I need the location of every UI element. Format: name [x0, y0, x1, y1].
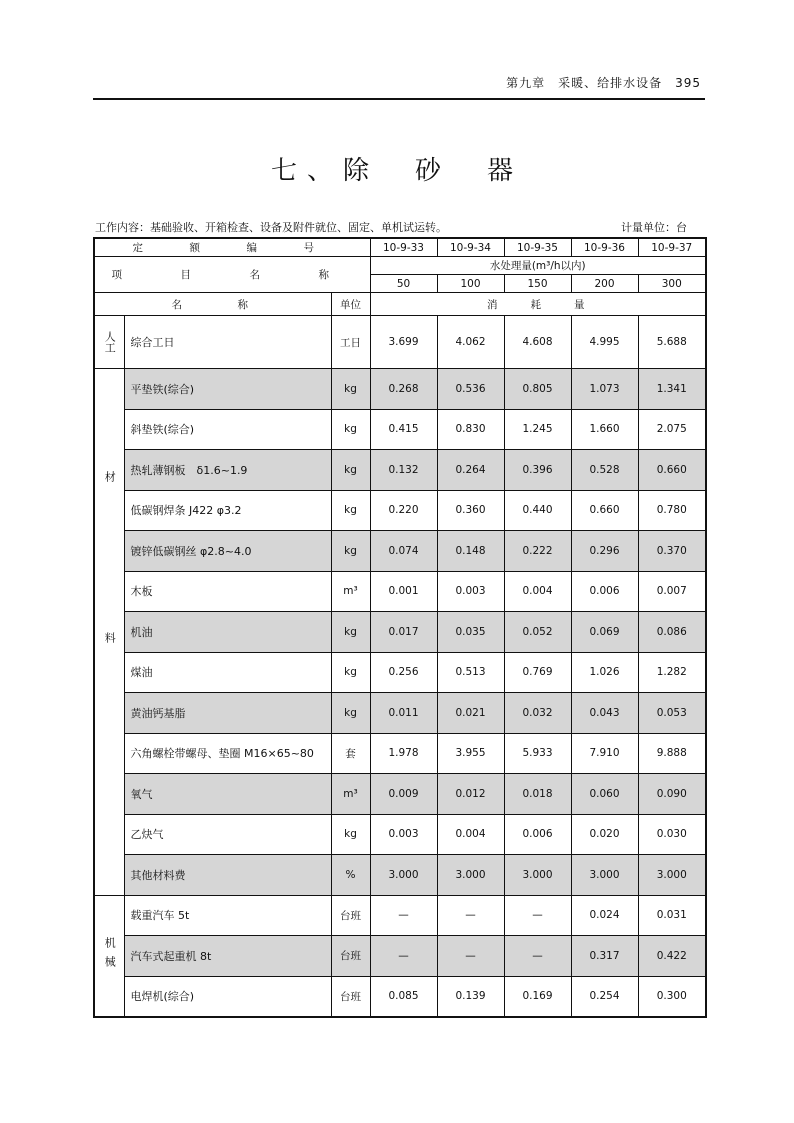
- value-cell: 1.341: [638, 369, 706, 410]
- value-cell: 0.132: [370, 450, 437, 491]
- materials-row: [94, 450, 706, 491]
- value-cell: 0.060: [571, 774, 638, 815]
- value-cell: 0.021: [437, 693, 504, 734]
- value-cell: 0.220: [370, 490, 437, 531]
- value-cell: 0.396: [504, 450, 571, 491]
- item-name: 黄油钙基脂: [124, 693, 331, 734]
- item-name: 汽车式起重机 8t: [124, 936, 331, 977]
- item-name: 低碳钢焊条 J422 φ3.2: [124, 490, 331, 531]
- value-cell: 0.513: [437, 652, 504, 693]
- materials-row: [94, 733, 706, 774]
- item-unit: kg: [331, 450, 370, 491]
- value-cell: 4.062: [437, 316, 504, 369]
- quota-table: [93, 237, 707, 1018]
- value-cell: 1.073: [571, 369, 638, 410]
- value-cell: 0.032: [504, 693, 571, 734]
- item-unit: 台班: [331, 976, 370, 1017]
- materials-row: [94, 369, 706, 410]
- value-cell: 3.000: [437, 855, 504, 896]
- value-cell: 0.052: [504, 612, 571, 653]
- value-cell: 0.090: [638, 774, 706, 815]
- value-cell: 0.148: [437, 531, 504, 572]
- unit-header: 单位: [331, 293, 370, 316]
- item-name: 电焊机(综合): [124, 976, 331, 1017]
- code-label: 定 额 编 号: [94, 238, 370, 257]
- materials-row: [94, 531, 706, 572]
- value-cell: 0.035: [437, 612, 504, 653]
- value-cell: 4.995: [571, 316, 638, 369]
- materials-row: [94, 652, 706, 693]
- item-name: 乙炔气: [124, 814, 331, 855]
- item-unit: 套: [331, 733, 370, 774]
- item-unit: m³: [331, 571, 370, 612]
- value-cell: 5.688: [638, 316, 706, 369]
- value-cell: —: [504, 895, 571, 936]
- value-cell: 0.069: [571, 612, 638, 653]
- value-cell: 0.011: [370, 693, 437, 734]
- value-cell: 0.528: [571, 450, 638, 491]
- chapter-header: 第九章 采暖、给排水设备 395: [506, 76, 701, 90]
- item-name: 综合工日: [124, 316, 331, 369]
- item-name: 平垫铁(综合): [124, 369, 331, 410]
- value-cell: 0.043: [571, 693, 638, 734]
- item-name: 木板: [124, 571, 331, 612]
- item-unit: kg: [331, 490, 370, 531]
- value-cell: 0.169: [504, 976, 571, 1017]
- capacity-cell: 50: [370, 275, 437, 293]
- capacity-cell: 150: [504, 275, 571, 293]
- item-name: 载重汽车 5t: [124, 895, 331, 936]
- value-cell: 0.074: [370, 531, 437, 572]
- value-cell: —: [370, 895, 437, 936]
- value-cell: 1.245: [504, 409, 571, 450]
- item-unit: kg: [331, 652, 370, 693]
- value-cell: 0.660: [571, 490, 638, 531]
- code-row: [94, 238, 706, 257]
- value-cell: 3.000: [504, 855, 571, 896]
- value-cell: 0.004: [504, 571, 571, 612]
- project-label: 项 目 名 称: [94, 257, 370, 293]
- value-cell: 0.053: [638, 693, 706, 734]
- header-rule: [93, 98, 705, 100]
- value-cell: 1.026: [571, 652, 638, 693]
- value-cell: —: [370, 936, 437, 977]
- value-cell: 0.370: [638, 531, 706, 572]
- value-cell: 3.000: [638, 855, 706, 896]
- code-cell: 10-9-34: [437, 238, 504, 257]
- value-cell: 0.300: [638, 976, 706, 1017]
- capacity-label: 水处理量(m³/h以内): [370, 257, 706, 275]
- item-name: 热轧薄钢板 δ1.6~1.9: [124, 450, 331, 491]
- quota-table-body: [94, 238, 706, 1017]
- value-cell: 0.256: [370, 652, 437, 693]
- value-cell: 0.030: [638, 814, 706, 855]
- value-cell: 0.085: [370, 976, 437, 1017]
- capacity-cell: 200: [571, 275, 638, 293]
- value-cell: 0.086: [638, 612, 706, 653]
- item-unit: kg: [331, 612, 370, 653]
- value-cell: 0.415: [370, 409, 437, 450]
- value-cell: 0.006: [571, 571, 638, 612]
- value-cell: 2.075: [638, 409, 706, 450]
- item-unit: 台班: [331, 895, 370, 936]
- capacity-label-row: [94, 257, 706, 275]
- item-unit: kg: [331, 693, 370, 734]
- page-title: 七、除 砂 器: [270, 156, 523, 186]
- value-cell: 0.017: [370, 612, 437, 653]
- materials-row: [94, 612, 706, 653]
- value-cell: 5.933: [504, 733, 571, 774]
- value-cell: 4.608: [504, 316, 571, 369]
- value-cell: 0.769: [504, 652, 571, 693]
- item-name: 斜垫铁(综合): [124, 409, 331, 450]
- value-cell: 3.699: [370, 316, 437, 369]
- machinery-category: 机械: [94, 895, 124, 1017]
- value-cell: 1.978: [370, 733, 437, 774]
- value-cell: 0.536: [437, 369, 504, 410]
- materials-row: [94, 571, 706, 612]
- value-cell: 7.910: [571, 733, 638, 774]
- value-cell: 0.003: [370, 814, 437, 855]
- value-cell: 0.222: [504, 531, 571, 572]
- materials-row: [94, 409, 706, 450]
- value-cell: 0.422: [638, 936, 706, 977]
- value-cell: 0.018: [504, 774, 571, 815]
- machinery-row: [94, 976, 706, 1017]
- value-cell: 3.000: [370, 855, 437, 896]
- column-header-row: [94, 293, 706, 316]
- item-unit: kg: [331, 409, 370, 450]
- item-unit: %: [331, 855, 370, 896]
- value-cell: 3.000: [571, 855, 638, 896]
- materials-category: 材料: [94, 369, 124, 896]
- work-info: [95, 219, 705, 235]
- materials-row: [94, 855, 706, 896]
- materials-row: [94, 814, 706, 855]
- item-unit: 工日: [331, 316, 370, 369]
- capacity-cell: 300: [638, 275, 706, 293]
- page-header: [93, 70, 705, 98]
- materials-row: [94, 693, 706, 734]
- value-cell: 0.009: [370, 774, 437, 815]
- materials-row: [94, 774, 706, 815]
- value-cell: 0.001: [370, 571, 437, 612]
- labor-row: [94, 316, 706, 369]
- code-cell: 10-9-37: [638, 238, 706, 257]
- item-unit: m³: [331, 774, 370, 815]
- code-cell: 10-9-33: [370, 238, 437, 257]
- value-cell: 0.805: [504, 369, 571, 410]
- value-cell: 0.004: [437, 814, 504, 855]
- item-name: 机油: [124, 612, 331, 653]
- machinery-row: [94, 895, 706, 936]
- machinery-row: [94, 936, 706, 977]
- labor-category: 人工: [94, 316, 124, 369]
- item-unit: kg: [331, 531, 370, 572]
- value-cell: 0.254: [571, 976, 638, 1017]
- value-cell: 0.031: [638, 895, 706, 936]
- value-cell: 0.360: [437, 490, 504, 531]
- work-content: 工作内容：基础验收、开箱检查、设备及附件就位、固定、单机试运转。: [95, 221, 447, 234]
- item-unit: kg: [331, 369, 370, 410]
- value-cell: 0.006: [504, 814, 571, 855]
- value-cell: 0.139: [437, 976, 504, 1017]
- item-unit: 台班: [331, 936, 370, 977]
- value-cell: 9.888: [638, 733, 706, 774]
- value-cell: 0.268: [370, 369, 437, 410]
- code-cell: 10-9-36: [571, 238, 638, 257]
- value-cell: 0.020: [571, 814, 638, 855]
- value-cell: 0.830: [437, 409, 504, 450]
- value-cell: —: [504, 936, 571, 977]
- item-name: 镀锌低碳钢丝 φ2.8~4.0: [124, 531, 331, 572]
- capacity-cell: 100: [437, 275, 504, 293]
- value-cell: 0.007: [638, 571, 706, 612]
- consumption-header: 消 耗 量: [370, 293, 706, 316]
- value-cell: 3.955: [437, 733, 504, 774]
- value-cell: 0.003: [437, 571, 504, 612]
- value-cell: 0.264: [437, 450, 504, 491]
- value-cell: 0.780: [638, 490, 706, 531]
- materials-row: [94, 490, 706, 531]
- code-cell: 10-9-35: [504, 238, 571, 257]
- measure-unit: 计量单位：台: [621, 221, 687, 234]
- value-cell: 0.317: [571, 936, 638, 977]
- value-cell: 0.296: [571, 531, 638, 572]
- value-cell: 0.024: [571, 895, 638, 936]
- item-name: 煤油: [124, 652, 331, 693]
- value-cell: 0.660: [638, 450, 706, 491]
- item-name: 六角螺栓带螺母、垫圈 M16×65~80: [124, 733, 331, 774]
- item-unit: kg: [331, 814, 370, 855]
- value-cell: 1.660: [571, 409, 638, 450]
- item-name: 其他材料费: [124, 855, 331, 896]
- value-cell: 0.440: [504, 490, 571, 531]
- value-cell: —: [437, 895, 504, 936]
- value-cell: —: [437, 936, 504, 977]
- name-header: 名 称: [94, 293, 331, 316]
- value-cell: 1.282: [638, 652, 706, 693]
- item-name: 氧气: [124, 774, 331, 815]
- value-cell: 0.012: [437, 774, 504, 815]
